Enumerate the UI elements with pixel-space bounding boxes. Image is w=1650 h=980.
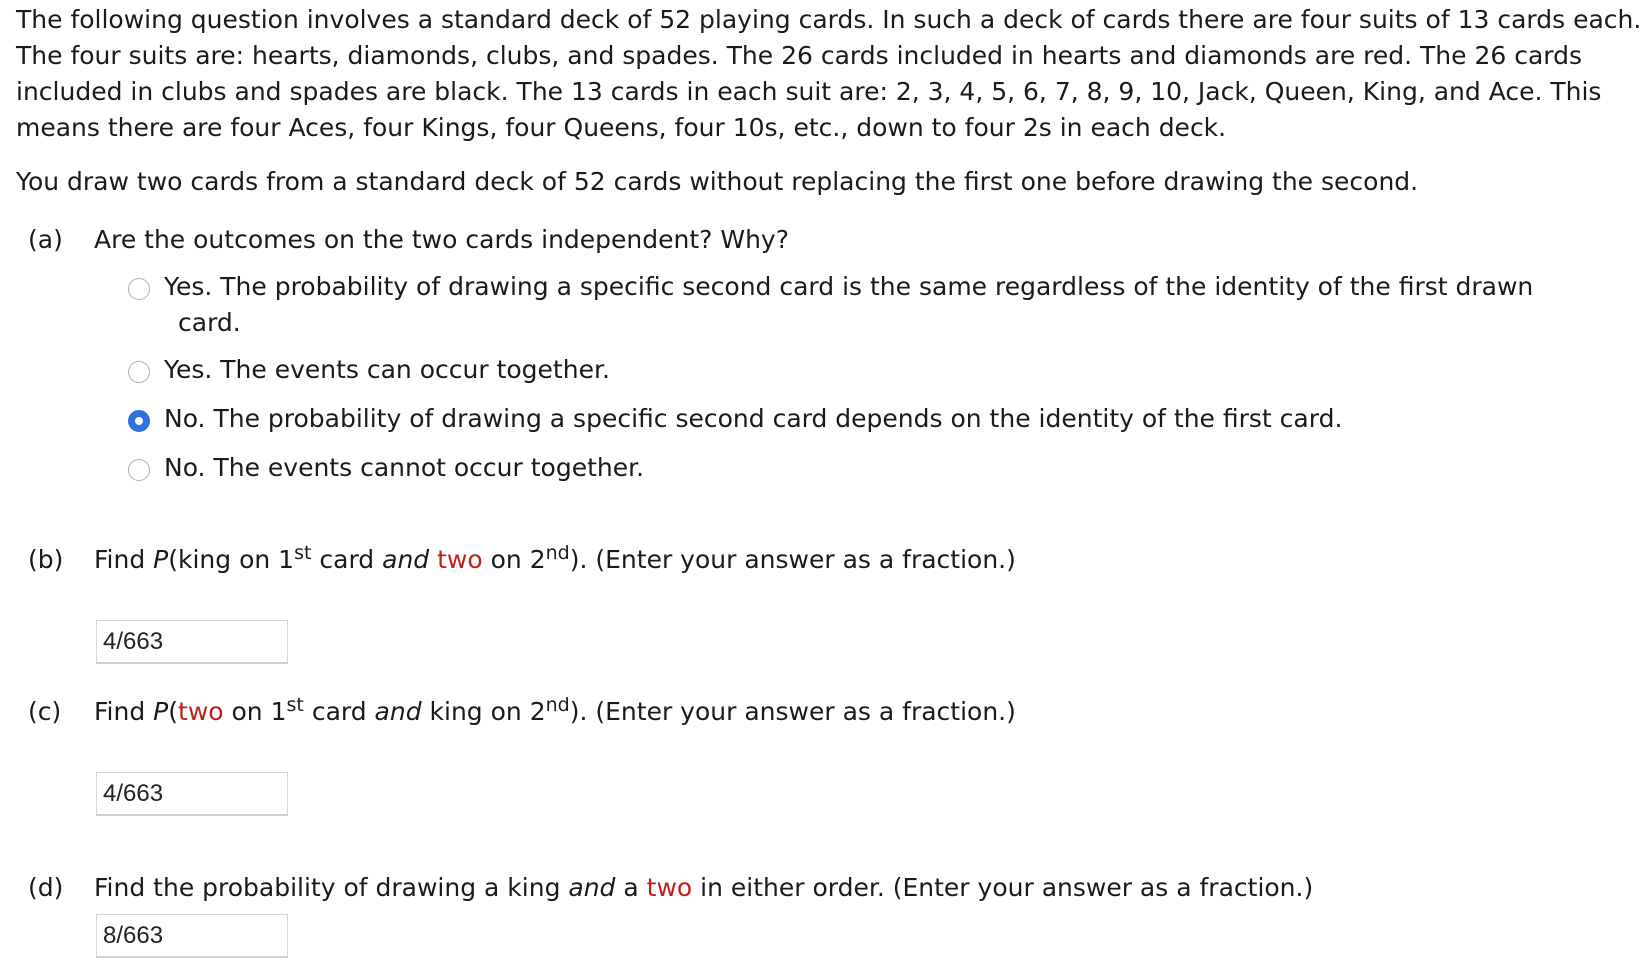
- part-d-answer-input[interactable]: 8/663: [96, 914, 288, 958]
- part-a-question: [28, 222, 789, 258]
- option-a1-line1: Yes. The probability of drawing a specific second card is the same regardless of the identity of the first drawn: [164, 272, 1534, 301]
- part-b-text: Find P(king on 1st card and two on 2nd). (Enter your answer as a fraction.): [94, 542, 1016, 574]
- option-a2-label: Yes. The events can occur together.: [164, 355, 610, 384]
- option-a1-radio[interactable]: [128, 278, 150, 300]
- part-c-answer-input[interactable]: 4/663: [96, 772, 288, 816]
- option-a4[interactable]: [128, 450, 644, 486]
- part-a-letter: (a): [28, 225, 63, 254]
- option-a3-radio-selected[interactable]: [128, 410, 150, 432]
- highlight-two: two: [178, 697, 224, 726]
- part-b-question: [28, 542, 1016, 578]
- option-a3[interactable]: [128, 401, 1342, 437]
- part-c-question: [28, 694, 1016, 730]
- highlight-two: two: [437, 545, 483, 574]
- part-d-letter: (d): [28, 873, 64, 902]
- part-b-answer-input[interactable]: 4/663: [96, 620, 288, 664]
- part-c-text: Find P(two on 1st card and king on 2nd). (Enter your answer as a fraction.): [94, 694, 1016, 726]
- intro-paragraph: The following question involves a standard deck of 52 playing cards. In such a deck of cards there are four suits of 13 cards each. The four suits are: hearts, diamonds, clubs, and spades. The 26 cards included in hearts and diamonds are red. The 26 cards included in clubs and spades are black. The 13 cards in each suit are: 2, 3, 4, 5, 6, 7, 8, 9, 10, Jack, Queen, King, and Ace. This means there are four Aces, four Kings, four Queens, four 10s, etc., down to four 2s in each deck.: [16, 5, 1642, 142]
- option-a4-radio[interactable]: [128, 459, 150, 481]
- part-b-letter: (b): [28, 545, 64, 574]
- option-a1[interactable]: [128, 269, 1564, 341]
- part-d-text: Find the probability of drawing a king and a two in either order. (Enter your answer as a fraction.): [94, 873, 1314, 902]
- scenario-text: You draw two cards from a standard deck of 52 cards without replacing the first one before drawing the second.: [16, 167, 1419, 196]
- part-d-question: [28, 870, 1313, 906]
- highlight-two: two: [646, 873, 693, 902]
- option-a4-label: No. The events cannot occur together.: [164, 453, 645, 482]
- option-a2-radio[interactable]: [128, 361, 150, 383]
- part-a-text: Are the outcomes on the two cards independent? Why?: [94, 225, 789, 254]
- option-a1-line2: card.: [178, 308, 241, 337]
- part-c-letter: (c): [28, 697, 62, 726]
- option-a2[interactable]: [128, 352, 610, 388]
- option-a1-label: [164, 269, 1564, 341]
- option-a3-label: No. The probability of drawing a specific second card depends on the identity of the first card.: [164, 404, 1343, 433]
